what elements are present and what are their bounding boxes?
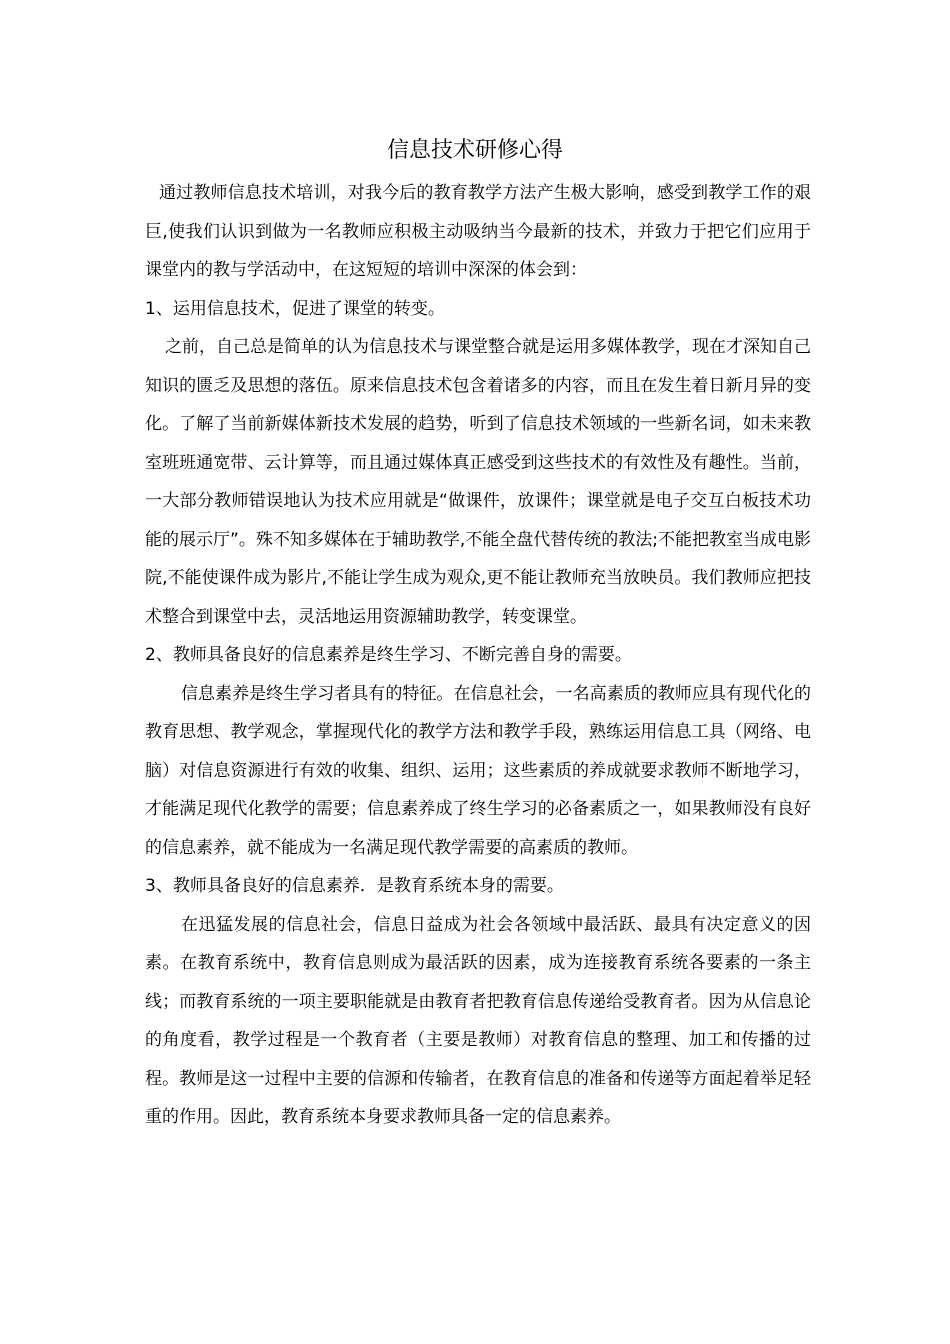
section-heading: 2、教师具备良好的信息素养是终生学习、不断完善自身的需要。 — [145, 645, 632, 665]
paragraph: 在迅猛发展的信息社会，信息日益成为社会各领域中最活跃、最具有决定意义的因素。在教育系统中，教育信息则成为最活跃的因素，成为连接教育系统各要素的一条主线；而教育系统的一项主要职能就是由教育者把教育信息传递给受教育者。因为从信息论的角度看，教学过程是一个教育者（主要是教师）对教育信息的整理、加工和传播的过程。教师是这一过程中主要的信源和传输者，在教育信息的准备和传递等方面起着举足轻重的作用。因此，教育系统本身要求教师具备一定的信息素养。 — [145, 914, 811, 1127]
paragraph: 信息素养是终生学习者具有的特征。在信息社会，一名高素质的教师应具有现代化的教育思想、教学观念，掌握现代化的教学方法和教学手段，熟练运用信息工具（网络、电脑）对信息资源进行有效的收集、组织、运用；这些素质的养成就要求教师不断地学习，才能满足现代化教学的需要；信息素养成了终生学习的必备素质之一，如果教师没有良好的信息素养，就不能成为一名满足现代教学需要的高素质的教师。 — [145, 683, 811, 858]
document-body — [145, 174, 811, 1137]
paragraph: 之前，自己总是简单的认为信息技术与课堂整合就是运用多媒体教学，现在才深知自己知识的匮乏及思想的落伍。原来信息技术包含着诸多的内容，而且在发生着日新月异的变化。了解了当前新媒体新技术发展的趋势，听到了信息技术领域的一些新名词，如未来教室班班通宽带、云计算等，而且通过媒体真正感受到这些技术的有效性及有趣性。当前，一大部分教师错误地认为技术应用就是“做课件，放课件；课堂就是电子交互白板技术功能的展示厅”。殊不知多媒体在于辅助教学,不能全盘代替传统的教法;不能把教室当成电影院,不能使课件成为影片,不能让学生成为观众,更不能让教师充当放映员。我们教师应把技术整合到课堂中去，灵活地运用资源辅助教学，转变课堂。 — [145, 337, 811, 627]
document-title: 信息技术研修心得 — [386, 138, 563, 163]
paragraph: 通过教师信息技术培训，对我今后的教育教学方法产生极大影响，感受到教学工作的艰巨,使我们认识到做为一名教师应积极主动吸纳当今最新的技术，并致力于把它们应用于课堂内的教与学活动中，在这短短的培训中深深的体会到： — [145, 183, 811, 280]
section-heading: 3、教师具备良好的信息素养．是教育系统本身的需要。 — [145, 876, 564, 896]
section-heading: 1、运用信息技术，促进了课堂的转变。 — [145, 298, 445, 319]
